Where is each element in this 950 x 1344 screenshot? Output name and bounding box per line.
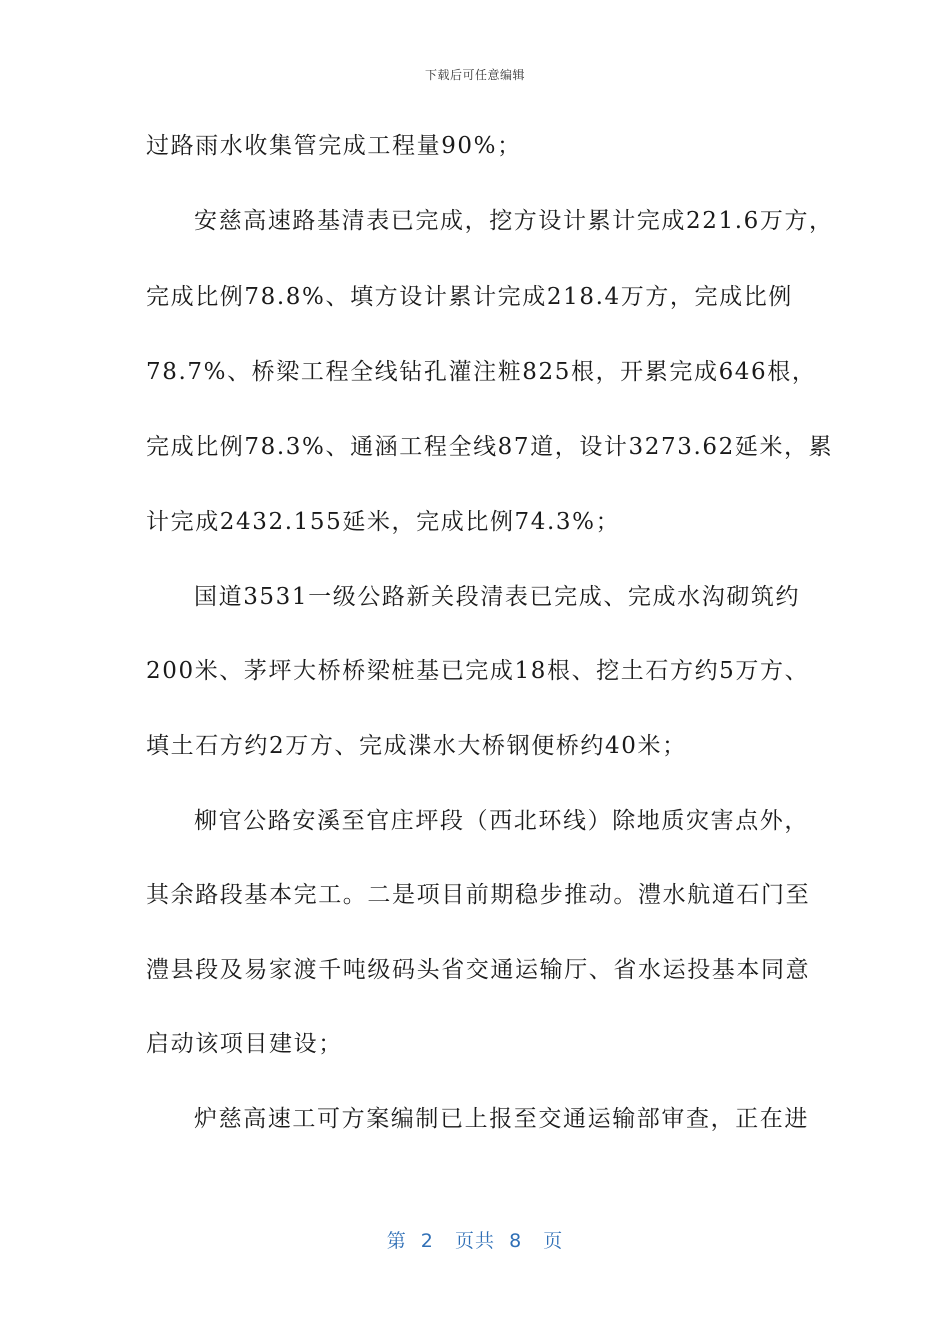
page-number-footer: 第 2 页共 8 页 <box>386 1230 564 1252</box>
text-line: 完成比例78.3%、通涵工程全线87道，设计3273.62延米，累 <box>146 434 834 460</box>
text-line: 国道3531一级公路新关段清表已完成、完成水沟砌筑约 <box>194 584 801 610</box>
page-header-note: 下载后可任意编辑 <box>424 68 525 82</box>
text-line: 澧县段及易家渡千吨级码头省交通运输厅、省水运投基本同意 <box>146 957 811 983</box>
text-line: 安慈高速路基清表已完成，挖方设计累计完成221.6万方， <box>194 208 834 234</box>
text-line: 其余路段基本完工。二是项目前期稳步推动。澧水航道石门至 <box>146 882 811 908</box>
text-line: 78.7%、桥梁工程全线钻孔灌注粧825根，开累完成646根， <box>146 359 817 385</box>
text-line: 炉慈高速工可方案编制已上报至交通运输部审查，正在进 <box>194 1106 809 1132</box>
text-line: 填土石方约2万方、完成渫水大桥钢便桥约40米； <box>146 733 687 759</box>
text-line: 计完成2432.155延米，完成比例74.3%； <box>146 509 621 535</box>
text-line: 200米、茅坪大桥桥梁桩基已完成18根、挖土石方约5万方、 <box>146 658 810 684</box>
text-line: 过路雨水收集管完成工程量90%； <box>146 133 522 159</box>
text-line: 启动该项目建设； <box>146 1031 343 1057</box>
text-line: 柳官公路安溪至官庄坪段（西北环线）除地质灾害点外， <box>194 808 809 834</box>
text-line: 完成比例78.8%、填方设计累计完成218.4万方，完成比例 <box>146 284 793 310</box>
